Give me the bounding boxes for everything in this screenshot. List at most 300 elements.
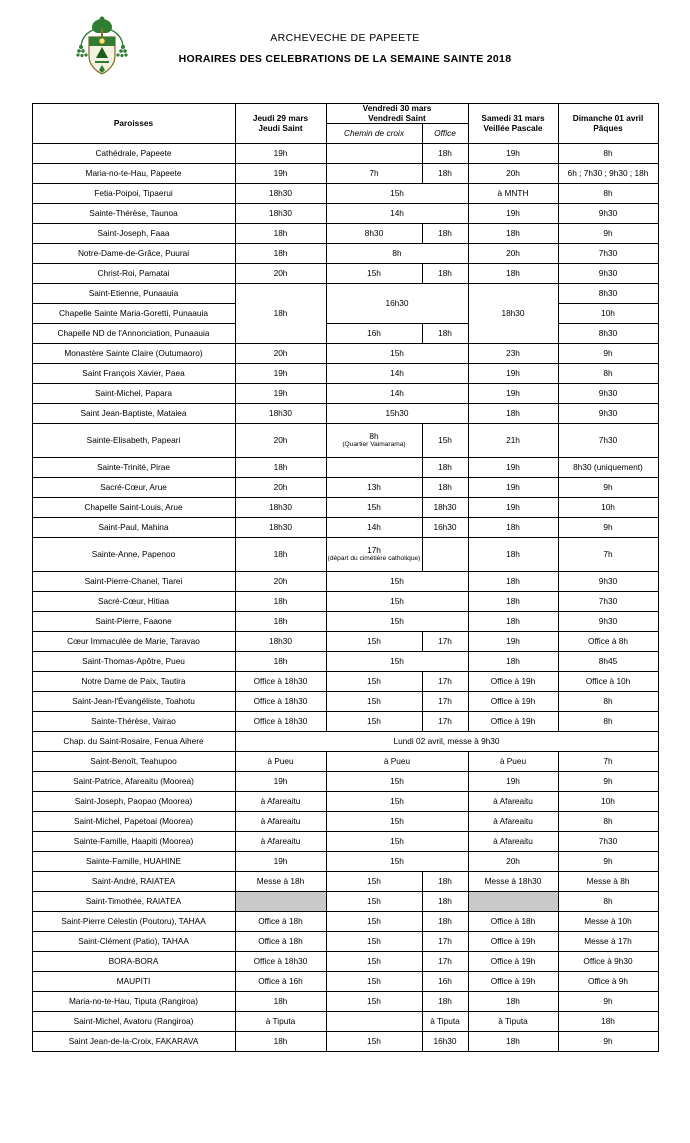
sunday-date: Dimanche 01 avril <box>572 113 644 124</box>
table-row <box>32 498 658 518</box>
sunday-time: 8h <box>558 892 658 912</box>
sunday-time: 8h45 <box>558 652 658 672</box>
saturday-time: 21h <box>468 424 558 458</box>
parish-name: Saint-Etienne, Punaauia <box>32 284 235 304</box>
table-row <box>32 672 658 692</box>
saturday-time: 19h <box>468 458 558 478</box>
schedule-table-body <box>32 144 658 1052</box>
saturday-time: à Pueu <box>468 752 558 772</box>
parish-name: Saint-Pierre-Chanel, Tiarei <box>32 572 235 592</box>
friday-time: 15h <box>326 572 468 592</box>
table-row <box>32 204 658 224</box>
sunday-time: 10h <box>558 498 658 518</box>
sunday-time: 6h ; 7h30 ; 9h30 ; 18h <box>558 164 658 184</box>
parish-name: Maria-no-te-Hau, Tiputa (Rangiroa) <box>32 992 235 1012</box>
saturday-time: 19h <box>468 364 558 384</box>
table-row <box>32 752 658 772</box>
chemin-time: 15h <box>326 872 422 892</box>
chemin-time: 8h30 <box>326 224 422 244</box>
friday-time: 14h <box>326 384 468 404</box>
thursday-time: 18h <box>235 538 326 572</box>
column-header-chemin-de-croix: Chemin de croix <box>326 124 422 144</box>
thursday-time: 18h <box>235 224 326 244</box>
sunday-time: 9h30 <box>558 404 658 424</box>
parish-name: Fetia-Poipoi, Tipaerui <box>32 184 235 204</box>
thursday-time: 19h <box>235 384 326 404</box>
sunday-time: 9h <box>558 992 658 1012</box>
chemin-time: 15h <box>326 912 422 932</box>
thursday-time: 19h <box>235 144 326 164</box>
chemin-time: 15h <box>326 692 422 712</box>
parish-name: Cœur Immaculée de Marie, Taravao <box>32 632 235 652</box>
header-title-line2: HORAIRES DES CELEBRATIONS DE LA SEMAINE SAINTE 2018 <box>178 53 512 65</box>
sunday-time: 8h30 <box>558 284 658 304</box>
table-row <box>32 912 658 932</box>
column-header-sunday <box>558 104 658 144</box>
office-time <box>422 538 468 572</box>
chemin-time: 13h <box>326 478 422 498</box>
thursday-label: Jeudi Saint <box>258 122 303 133</box>
sunday-time: 8h <box>558 364 658 384</box>
sunday-time: 8h <box>558 692 658 712</box>
friday-time: 15h30 <box>326 404 468 424</box>
saturday-time: à MNTH <box>468 184 558 204</box>
sunday-time: 7h30 <box>558 244 658 264</box>
table-row <box>32 812 658 832</box>
sunday-time: 8h <box>558 812 658 832</box>
thursday-time: 19h <box>235 772 326 792</box>
parish-name: Monastère Sainte Claire (Outumaoro) <box>32 344 235 364</box>
column-header-thursday <box>235 104 326 144</box>
sunday-label: Pâques <box>593 122 623 133</box>
office-time: 18h <box>422 324 468 344</box>
saturday-time: 18h <box>468 264 558 284</box>
sunday-time: 7h <box>558 538 658 572</box>
table-row <box>32 892 658 912</box>
friday-time: 15h <box>326 344 468 364</box>
table-row <box>32 404 658 424</box>
thursday-time: 20h <box>235 424 326 458</box>
parish-name: Saint-Joseph, Paopao (Moorea) <box>32 792 235 812</box>
sunday-time: 9h30 <box>558 264 658 284</box>
parish-name: Sainte-Trinité, Pirae <box>32 458 235 478</box>
parish-name: Saint-Patrice, Afareaitu (Moorea) <box>32 772 235 792</box>
office-time: 18h <box>422 892 468 912</box>
parish-name: Saint-Pierre, Faaone <box>32 612 235 632</box>
thursday-time: Office à 18h30 <box>235 672 326 692</box>
table-row <box>32 772 658 792</box>
saturday-time: 20h <box>468 164 558 184</box>
chemin-time <box>326 458 422 478</box>
parish-name: Saint-Clément (Patio), TAHAA <box>32 932 235 952</box>
chemin-time: 15h <box>326 264 422 284</box>
sunday-time: 9h <box>558 852 658 872</box>
sunday-time: 8h <box>558 144 658 164</box>
chemin-time: 15h <box>326 672 422 692</box>
table-row <box>32 572 658 592</box>
thursday-time: 18h <box>235 458 326 478</box>
parish-name: Saint-Jean-l'Évangéliste, Toahotu <box>32 692 235 712</box>
chemin-time: 15h <box>326 992 422 1012</box>
thursday-time: Office à 18h <box>235 932 326 952</box>
sunday-time: 9h <box>558 518 658 538</box>
cell-note: (départ du cimetière catholique) <box>327 555 421 563</box>
table-row <box>32 952 658 972</box>
thursday-time: Office à 18h <box>235 912 326 932</box>
sunday-time: 9h30 <box>558 572 658 592</box>
thursday-time: 18h <box>235 1032 326 1052</box>
saturday-time: 18h <box>468 224 558 244</box>
parish-name: Saint-Michel, Papetoai (Moorea) <box>32 812 235 832</box>
table-row <box>32 478 658 498</box>
saturday-time: 18h <box>468 1032 558 1052</box>
saturday-time: Office à 19h <box>468 692 558 712</box>
parish-name: Sainte-Thérèse, Taunoa <box>32 204 235 224</box>
parish-name: Saint-Michel, Avatoru (Rangiroa) <box>32 1012 235 1032</box>
friday-time: à Pueu <box>326 752 468 772</box>
parish-name: Saint-Joseph, Faaa <box>32 224 235 244</box>
office-time: 17h <box>422 952 468 972</box>
parish-name: Chapelle ND de l'Annonciation, Punaauia <box>32 324 235 344</box>
friday-time: 15h <box>326 772 468 792</box>
parish-name: Saint Jean-de-la-Croix, FAKARAVA <box>32 1032 235 1052</box>
saturday-time: Office à 19h <box>468 712 558 732</box>
table-row <box>32 1012 658 1032</box>
office-time: 17h <box>422 932 468 952</box>
chemin-time: 15h <box>326 712 422 732</box>
chemin-time: 15h <box>326 1032 422 1052</box>
parish-name: Sacré-Cœur, Hitiaa <box>32 592 235 612</box>
sunday-time: 9h <box>558 224 658 244</box>
parish-name: Cathédrale, Papeete <box>32 144 235 164</box>
sunday-time: 10h <box>558 304 658 324</box>
thursday-time: 18h <box>235 284 326 344</box>
saturday-time: Office à 19h <box>468 932 558 952</box>
saturday-time: 18h <box>468 404 558 424</box>
table-row <box>32 792 658 812</box>
table-row <box>32 632 658 652</box>
parish-name: Saint Jean-Baptiste, Mataiea <box>32 404 235 424</box>
office-time: à Tiputa <box>422 1012 468 1032</box>
parish-name: Saint-Pierre Célestin (Poutoru), TAHAA <box>32 912 235 932</box>
office-time: 18h <box>422 264 468 284</box>
parish-name: Saint-Thomas-Apôtre, Pueu <box>32 652 235 672</box>
thursday-time: Office à 16h <box>235 972 326 992</box>
thursday-time: 18h <box>235 652 326 672</box>
chemin-time: 15h <box>326 498 422 518</box>
thursday-time: 18h30 <box>235 518 326 538</box>
thursday-time: 19h <box>235 164 326 184</box>
column-header-saturday <box>468 104 558 144</box>
sunday-time: 9h <box>558 772 658 792</box>
parish-name: Saint-Timothée, RAIATEA <box>32 892 235 912</box>
thursday-time: 20h <box>235 572 326 592</box>
office-time: 17h <box>422 672 468 692</box>
chemin-time <box>326 424 422 458</box>
office-time: 18h <box>422 872 468 892</box>
thursday-time: à Afareaitu <box>235 832 326 852</box>
parish-name: Sainte-Famille, Haapiti (Moorea) <box>32 832 235 852</box>
chemin-time: 16h30 <box>326 284 468 324</box>
saturday-time: 20h <box>468 852 558 872</box>
thursday-time: 19h <box>235 364 326 384</box>
saturday-time: 19h <box>468 498 558 518</box>
table-row <box>32 992 658 1012</box>
sunday-time: Office à 8h <box>558 632 658 652</box>
chemin-time: 15h <box>326 892 422 912</box>
friday-time: 15h <box>326 812 468 832</box>
saturday-time: Office à 19h <box>468 672 558 692</box>
saturday-time: 18h <box>468 538 558 572</box>
thursday-time <box>235 892 326 912</box>
table-row <box>32 612 658 632</box>
table-row <box>32 364 658 384</box>
thursday-time: Messe à 18h <box>235 872 326 892</box>
table-row <box>32 184 658 204</box>
sunday-time: 7h30 <box>558 592 658 612</box>
office-time: 18h <box>422 478 468 498</box>
friday-time: 8h <box>326 244 468 264</box>
thursday-time: 18h <box>235 612 326 632</box>
thursday-time: Office à 18h30 <box>235 712 326 732</box>
office-time: 18h <box>422 224 468 244</box>
saturday-time: Messe à 18h30 <box>468 872 558 892</box>
saturday-time: 19h <box>468 772 558 792</box>
table-row <box>32 932 658 952</box>
column-header-office: Office <box>422 124 468 144</box>
office-time: 16h30 <box>422 518 468 538</box>
sunday-time: 9h <box>558 1032 658 1052</box>
thursday-time: à Afareaitu <box>235 792 326 812</box>
thursday-time: Office à 18h30 <box>235 952 326 972</box>
parish-name: Notre Dame de Paix, Tautira <box>32 672 235 692</box>
saturday-time: 18h30 <box>468 284 558 344</box>
parish-name: Maria-no-te-Hau, Papeete <box>32 164 235 184</box>
table-row <box>32 284 658 304</box>
saturday-time: à Tiputa <box>468 1012 558 1032</box>
saturday-time: 19h <box>468 384 558 404</box>
table-row <box>32 712 658 732</box>
saturday-date: Samedi 31 mars <box>481 113 545 124</box>
thursday-time: 20h <box>235 264 326 284</box>
sunday-time: 7h30 <box>558 832 658 852</box>
chemin-time: 14h <box>326 518 422 538</box>
saturday-time: à Afareaitu <box>468 832 558 852</box>
saturday-label: Veillée Pascale <box>483 122 543 133</box>
table-row <box>32 144 658 164</box>
saturday-time <box>468 892 558 912</box>
chemin-time <box>326 538 422 572</box>
table-row <box>32 832 658 852</box>
table-row <box>32 972 658 992</box>
bishop-coat-of-arms-icon <box>76 16 128 78</box>
thursday-time: 19h <box>235 852 326 872</box>
sunday-time: 10h <box>558 792 658 812</box>
friday-time: 15h <box>326 612 468 632</box>
office-time: 18h <box>422 458 468 478</box>
saturday-time: Office à 19h <box>468 952 558 972</box>
friday-time: 15h <box>326 852 468 872</box>
sunday-time: 9h30 <box>558 612 658 632</box>
table-row <box>32 324 658 344</box>
friday-time: 15h <box>326 652 468 672</box>
sunday-time: 8h30 <box>558 324 658 344</box>
saturday-time: à Afareaitu <box>468 812 558 832</box>
chemin-time: 16h <box>326 324 422 344</box>
friday-time: 14h <box>326 364 468 384</box>
table-row <box>32 264 658 284</box>
sunday-time: 7h <box>558 752 658 772</box>
friday-time: 15h <box>326 832 468 852</box>
thursday-time: 18h30 <box>235 632 326 652</box>
parish-name: Sainte-Famille, HUAHINE <box>32 852 235 872</box>
thursday-time: à Pueu <box>235 752 326 772</box>
header-title-line1: ARCHEVECHE DE PAPEETE <box>270 32 420 44</box>
thursday-time: 18h <box>235 992 326 1012</box>
column-header-parishes: Paroisses <box>32 104 235 144</box>
column-header-friday <box>326 104 468 124</box>
document-header <box>0 0 690 90</box>
office-time: 18h <box>422 992 468 1012</box>
parish-name: Chap. du Saint-Rosaire, Fenua Aihere <box>32 732 235 752</box>
friday-time: 14h <box>326 204 468 224</box>
parish-name: Sacré-Cœur, Arue <box>32 478 235 498</box>
table-row <box>32 224 658 244</box>
office-time: 17h <box>422 692 468 712</box>
sunday-time: 9h <box>558 344 658 364</box>
sunday-time: 8h30 (uniquement) <box>558 458 658 478</box>
sunday-time: 9h <box>558 478 658 498</box>
cell-primary: 8h <box>369 431 379 442</box>
table-row <box>32 344 658 364</box>
saturday-time: 19h <box>468 478 558 498</box>
thursday-time: 20h <box>235 478 326 498</box>
parish-name: BORA-BORA <box>32 952 235 972</box>
parish-name: Christ-Roi, Pamatai <box>32 264 235 284</box>
parish-name: Saint-André, RAIATEA <box>32 872 235 892</box>
parish-name: Sainte-Elisabeth, Papeari <box>32 424 235 458</box>
parish-name: Chapelle Saint-Louis, Arue <box>32 498 235 518</box>
chemin-time: 15h <box>326 952 422 972</box>
thursday-time: Office à 18h30 <box>235 692 326 712</box>
cell-primary: 17h <box>367 545 381 556</box>
table-row <box>32 852 658 872</box>
table-row <box>32 538 658 572</box>
sunday-time: Office à 9h <box>558 972 658 992</box>
parish-name: Sainte-Anne, Papenoo <box>32 538 235 572</box>
sunday-time: Messe à 17h <box>558 932 658 952</box>
sunday-time: 8h <box>558 712 658 732</box>
sunday-time: Messe à 10h <box>558 912 658 932</box>
thursday-time: à Tiputa <box>235 1012 326 1032</box>
saturday-time: 18h <box>468 652 558 672</box>
parish-name: Saint-Michel, Papara <box>32 384 235 404</box>
saturday-time: 18h <box>468 612 558 632</box>
sunday-time: 9h30 <box>558 384 658 404</box>
office-time: 18h <box>422 912 468 932</box>
table-row <box>32 244 658 264</box>
chemin-time: 15h <box>326 972 422 992</box>
parish-name: Saint François Xavier, Paea <box>32 364 235 384</box>
parish-name: Saint-Benoît, Teahupoo <box>32 752 235 772</box>
table-row <box>32 1032 658 1052</box>
schedule-table <box>32 103 659 1052</box>
saturday-time: Office à 18h <box>468 912 558 932</box>
thursday-time: 18h30 <box>235 204 326 224</box>
chemin-time: 15h <box>326 632 422 652</box>
table-row <box>32 458 658 478</box>
office-time: 17h <box>422 632 468 652</box>
table-row <box>32 424 658 458</box>
thursday-time: 18h30 <box>235 184 326 204</box>
sunday-time: Office à 9h30 <box>558 952 658 972</box>
sunday-time: Messe à 8h <box>558 872 658 892</box>
friday-time: 15h <box>326 184 468 204</box>
office-time: 16h30 <box>422 1032 468 1052</box>
sunday-time: 18h <box>558 1012 658 1032</box>
table-row <box>32 592 658 612</box>
friday-label: Vendredi Saint <box>368 112 426 123</box>
saturday-time: 18h <box>468 992 558 1012</box>
chemin-time: 7h <box>326 164 422 184</box>
table-row <box>32 732 658 752</box>
thursday-date: Jeudi 29 mars <box>252 113 309 124</box>
saturday-time: Office à 19h <box>468 972 558 992</box>
sunday-time: 8h <box>558 184 658 204</box>
table-row <box>32 872 658 892</box>
table-row <box>32 518 658 538</box>
table-row <box>32 652 658 672</box>
sunday-time: Office à 10h <box>558 672 658 692</box>
saturday-time: 19h <box>468 144 558 164</box>
office-time: 15h <box>422 424 468 458</box>
sunday-time: 9h30 <box>558 204 658 224</box>
office-time: 18h <box>422 144 468 164</box>
chemin-time <box>326 1012 422 1032</box>
parish-name: Chapelle Sainte Maria-Goretti, Punaauia <box>32 304 235 324</box>
office-time: 16h <box>422 972 468 992</box>
table-row <box>32 164 658 184</box>
thursday-time: 20h <box>235 344 326 364</box>
thursday-time: 18h <box>235 592 326 612</box>
office-time: 17h <box>422 712 468 732</box>
friday-time: 15h <box>326 792 468 812</box>
saturday-time: à Afareaitu <box>468 792 558 812</box>
saturday-time: 19h <box>468 632 558 652</box>
full-span-note: Lundi 02 avril, messe à 9h30 <box>235 732 658 752</box>
friday-time: 15h <box>326 592 468 612</box>
chemin-time: 15h <box>326 932 422 952</box>
cell-note: (Quartier Vaimarama) <box>342 441 406 449</box>
thursday-time: à Afareaitu <box>235 812 326 832</box>
saturday-time: 20h <box>468 244 558 264</box>
office-time: 18h30 <box>422 498 468 518</box>
saturday-time: 18h <box>468 592 558 612</box>
friday-date: Vendredi 30 mars <box>362 103 432 114</box>
table-row <box>32 384 658 404</box>
thursday-time: 18h30 <box>235 498 326 518</box>
saturday-time: 18h <box>468 518 558 538</box>
parish-name: Sainte-Thérèse, Vairao <box>32 712 235 732</box>
sunday-time: 7h30 <box>558 424 658 458</box>
saturday-time: 19h <box>468 204 558 224</box>
saturday-time: 18h <box>468 572 558 592</box>
chemin-time <box>326 144 422 164</box>
saturday-time: 23h <box>468 344 558 364</box>
table-row <box>32 692 658 712</box>
thursday-time: 18h30 <box>235 404 326 424</box>
office-time: 18h <box>422 164 468 184</box>
